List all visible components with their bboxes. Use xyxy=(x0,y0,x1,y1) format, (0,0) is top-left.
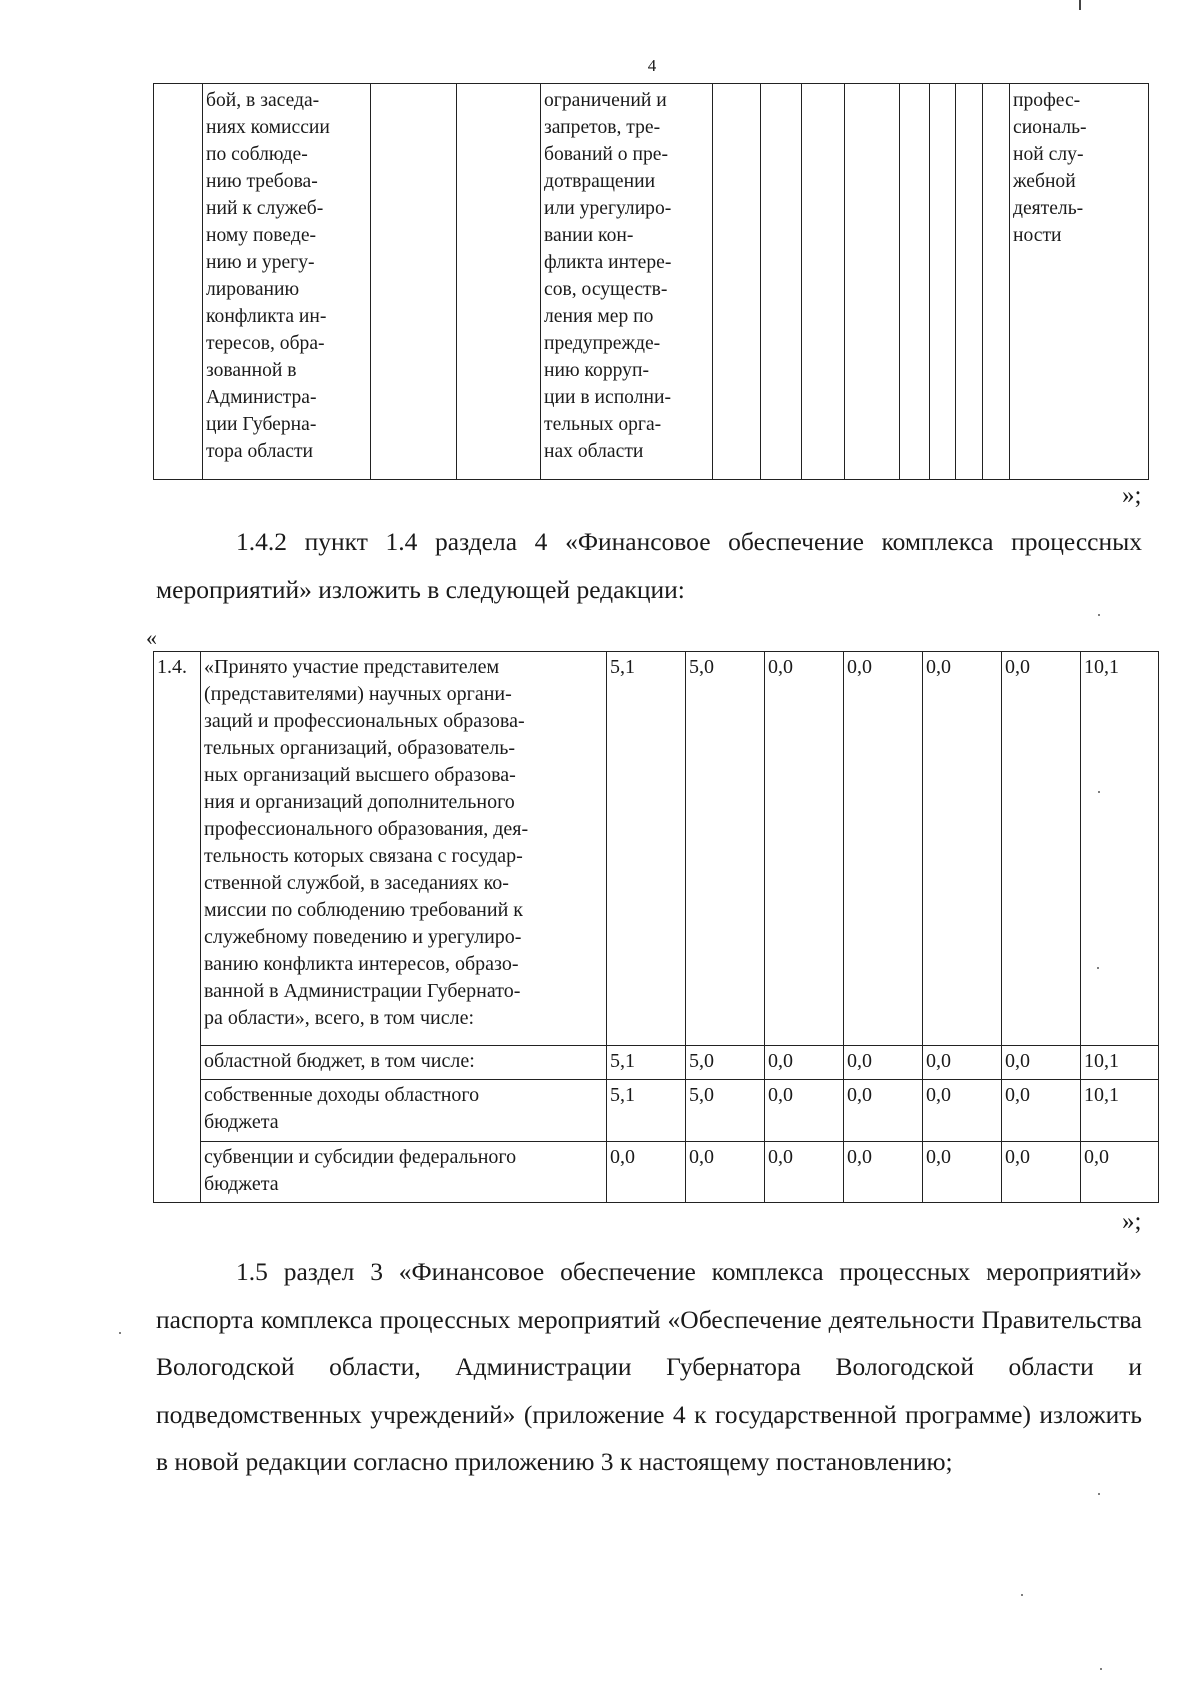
value-cell: 5,1 xyxy=(607,652,686,1046)
value-cell: 10,1 xyxy=(1081,1080,1159,1142)
table-cell xyxy=(154,84,203,480)
value-cell: 5,0 xyxy=(686,652,765,1046)
scan-mark xyxy=(1097,967,1099,969)
table-cell xyxy=(713,84,761,480)
financing-table xyxy=(153,651,1159,1203)
closing-quote: »; xyxy=(1122,1208,1142,1235)
table-cell xyxy=(983,84,1010,480)
row-number: 1.4. xyxy=(154,652,201,1203)
value-cell: 0,0 xyxy=(765,652,844,1046)
value-cell: 5,0 xyxy=(686,1046,765,1080)
table-row xyxy=(154,1080,1159,1142)
row-label: «Принято участие представителем (представителями) научных органи- заций и профессиональных образова- тельных организаций, образователь- ных организаций высшего образова- ния и организаций дополнительного профессионального образования, дея- тельность которых связана с государ- ственной службой, в заседаниях ко- миссии по соблюдению требований к служебному поведению и урегулиро- ванию конфликта интересов, образо- ванной в Администрации Губернато- ра области», всего, в том числе: xyxy=(201,652,607,1046)
value-cell: 5,1 xyxy=(607,1080,686,1142)
table-cell xyxy=(930,84,956,480)
value-cell: 0,0 xyxy=(1002,652,1081,1046)
value-cell: 0,0 xyxy=(844,1046,923,1080)
paragraph-1-4-2 xyxy=(156,518,1142,613)
value-cell: 0,0 xyxy=(1002,1142,1081,1203)
table-cell xyxy=(371,84,457,480)
value-cell: 0,0 xyxy=(923,1080,1002,1142)
value-cell: 0,0 xyxy=(765,1142,844,1203)
scan-mark xyxy=(1098,791,1100,793)
scan-mark xyxy=(1098,1493,1100,1495)
value-cell: 5,1 xyxy=(607,1046,686,1080)
row-label: областной бюджет, в том числе: xyxy=(201,1046,607,1080)
value-cell: 0,0 xyxy=(844,1080,923,1142)
table-row xyxy=(154,652,1159,1046)
table-cell xyxy=(956,84,983,480)
value-cell: 0,0 xyxy=(923,652,1002,1046)
value-cell: 0,0 xyxy=(844,652,923,1046)
value-cell: 0,0 xyxy=(1081,1142,1159,1203)
value-cell: 0,0 xyxy=(1002,1046,1081,1080)
value-cell: 0,0 xyxy=(1002,1080,1081,1142)
value-cell: 0,0 xyxy=(607,1142,686,1203)
scan-mark xyxy=(1079,0,1081,10)
value-cell: 0,0 xyxy=(765,1046,844,1080)
page-number: 4 xyxy=(647,56,657,75)
scan-mark xyxy=(1021,1594,1023,1596)
value-cell: 0,0 xyxy=(844,1142,923,1203)
row-label: собственные доходы областного бюджета xyxy=(201,1080,607,1142)
value-cell: 10,1 xyxy=(1081,652,1159,1046)
opening-quote: « xyxy=(146,625,157,650)
value-cell: 0,0 xyxy=(923,1046,1002,1080)
paragraph-text: 1.5 раздел 3 «Финансовое обеспечение комплекса процессных мероприятий» паспорта комплекса процессных мероприятий «Обеспечение деятельности Правительства Вологодской области, Администрации Губернатора Вологодской области и подведомственных учреждений» (приложение 4 к государственной программе) изложить в новой редакции согласно приложению 3 к настоящему постановлению; xyxy=(156,1257,1142,1476)
value-cell: 0,0 xyxy=(686,1142,765,1203)
scan-mark xyxy=(1098,614,1100,616)
paragraph-text: 1.4.2 пункт 1.4 раздела 4 «Финансовое обеспечение комплекса процессных мероприятий» изложить в следующей редакции: xyxy=(156,527,1142,604)
table-cell-text: ограничений и запретов, тре- бований о пре- дотвращении или урегулиро- вании кон- фликта интере- сов, осуществ- ления мер по предупрежде- нию корруп- ции в исполни- тельных орга- нах области xyxy=(541,84,713,480)
table-cell xyxy=(900,84,930,480)
table-continuation xyxy=(153,83,1149,480)
table-cell-text: профес- сиональ- ной слу- жебной деятель- ности xyxy=(1010,84,1149,480)
paragraph-1-5 xyxy=(156,1248,1142,1486)
value-cell: 5,0 xyxy=(686,1080,765,1142)
table-row xyxy=(154,1046,1159,1080)
row-label: субвенции и субсидии федерального бюджета xyxy=(201,1142,607,1203)
value-cell: 0,0 xyxy=(765,1080,844,1142)
value-cell: 0,0 xyxy=(923,1142,1002,1203)
scan-mark xyxy=(119,1332,121,1334)
table-cell-text: бой, в заседа- ниях комиссии по соблюде- нию требова- ний к служеб- ному поведе- нию и урегу- лированию конфликта ин- тересов, обра- зованной в Администра- ции Губерна- тора области xyxy=(203,84,371,480)
table-cell xyxy=(761,84,802,480)
table-row xyxy=(154,1142,1159,1203)
table-cell xyxy=(457,84,541,480)
scan-mark xyxy=(1100,1668,1102,1670)
table-cell xyxy=(845,84,900,480)
closing-quote: »; xyxy=(1122,482,1142,509)
value-cell: 10,1 xyxy=(1081,1046,1159,1080)
table-cell xyxy=(802,84,845,480)
